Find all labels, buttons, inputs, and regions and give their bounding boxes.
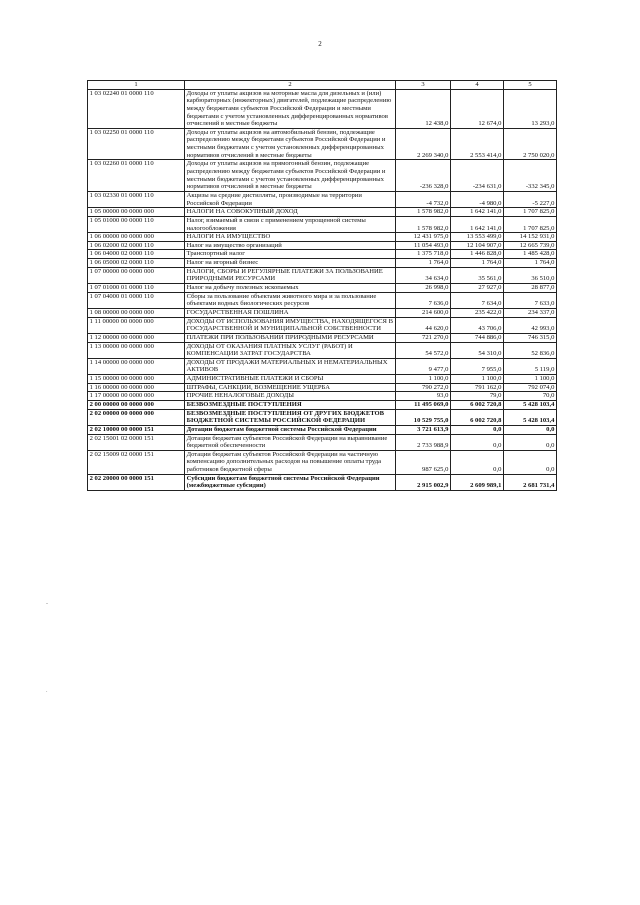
table-row — [88, 333, 557, 342]
row-value-col3: 1 578 982,0 — [396, 216, 451, 232]
row-value-col4: 1 642 141,0 — [451, 216, 504, 232]
row-value-col4: 35 561,0 — [451, 267, 504, 283]
row-value-col5: 42 993,0 — [504, 317, 557, 333]
row-code: 2 02 20000 00 0000 151 — [88, 474, 185, 490]
row-code: 1 06 02000 02 0000 110 — [88, 241, 185, 250]
table-row — [88, 434, 557, 450]
row-value-col3: 1 375 718,0 — [396, 250, 451, 259]
row-value-col4: 12 674,0 — [451, 89, 504, 128]
row-value-col3: 2 915 002,9 — [396, 474, 451, 490]
column-header: 5 — [504, 81, 557, 90]
row-value-col3: 1 764,0 — [396, 259, 451, 268]
row-name: ДОХОДЫ ОТ ПРОДАЖИ МАТЕРИАЛЬНЫХ И НЕМАТЕРИАЛЬНЫХ АКТИВОВ — [185, 358, 396, 374]
table-row — [88, 409, 557, 425]
column-header: 3 — [396, 81, 451, 90]
row-value-col4: 1 446 828,0 — [451, 250, 504, 259]
row-code: 1 13 00000 00 0000 000 — [88, 342, 185, 358]
table-row — [88, 250, 557, 259]
row-value-col3: 214 600,0 — [396, 308, 451, 317]
row-name: ШТРАФЫ, САНКЦИИ, ВОЗМЕЩЕНИЕ УЩЕРБА — [185, 383, 396, 392]
page-number: 2 — [318, 40, 322, 48]
row-value-col3: 44 620,0 — [396, 317, 451, 333]
row-value-col4: 54 310,0 — [451, 342, 504, 358]
row-value-col4: 2 609 989,1 — [451, 474, 504, 490]
row-value-col5: 1 764,0 — [504, 259, 557, 268]
row-name: ГОСУДАРСТВЕННАЯ ПОШЛИНА — [185, 308, 396, 317]
row-value-col4: 791 162,0 — [451, 383, 504, 392]
row-name: Дотации бюджетам субъектов Российской Федерации на выравнивание бюджетной обеспеченности — [185, 434, 396, 450]
table-row — [88, 383, 557, 392]
table-row — [88, 308, 557, 317]
row-value-col5: 792 074,0 — [504, 383, 557, 392]
row-code: 1 11 00000 00 0000 000 — [88, 317, 185, 333]
column-header: 1 — [88, 81, 185, 90]
table-row — [88, 89, 557, 128]
row-code: 2 02 00000 00 0000 000 — [88, 409, 185, 425]
row-value-col5: 0,0 — [504, 425, 557, 434]
table-row — [88, 400, 557, 409]
row-code: 1 14 00000 00 0000 000 — [88, 358, 185, 374]
row-name: Доходы от уплаты акцизов на моторные масла для дизельных и (или) карбюраторных (инжекторных) двигателей, подлежащие распределению между бюджетами субъектов Российской Федерации и местными бюджетами с учетом установленных дифференцированных нормативов отчислений в местные бюджеты — [185, 89, 396, 128]
row-value-col3: 1 100,0 — [396, 375, 451, 384]
row-value-col4: 744 886,0 — [451, 333, 504, 342]
table-row — [88, 358, 557, 374]
row-value-col5: 12 665 739,0 — [504, 241, 557, 250]
row-value-col5: 28 877,0 — [504, 284, 557, 293]
row-value-col5: 5 428 103,4 — [504, 400, 557, 409]
table-row — [88, 259, 557, 268]
row-value-col3: -4 732,0 — [396, 191, 451, 207]
table-row — [88, 216, 557, 232]
budget-revenue-table — [87, 80, 557, 491]
row-value-col4: -234 631,0 — [451, 160, 504, 192]
row-name: БЕЗВОЗМЕЗДНЫЕ ПОСТУПЛЕНИЯ ОТ ДРУГИХ БЮДЖЕТОВ БЮДЖЕТНОЙ СИСТЕМЫ РОССИЙСКОЙ ФЕДЕРАЦИИ — [185, 409, 396, 425]
row-value-col5: 7 633,0 — [504, 292, 557, 308]
table-row — [88, 241, 557, 250]
table-row — [88, 474, 557, 490]
row-value-col4: 7 634,0 — [451, 292, 504, 308]
row-value-col4: 235 422,0 — [451, 308, 504, 317]
row-value-col3: 11 054 493,0 — [396, 241, 451, 250]
row-code: 1 07 00000 00 0000 000 — [88, 267, 185, 283]
table-row — [88, 342, 557, 358]
row-name: НАЛОГИ НА ИМУЩЕСТВО — [185, 233, 396, 242]
table-row — [88, 425, 557, 434]
row-code: 2 00 00000 00 0000 000 — [88, 400, 185, 409]
table-row — [88, 191, 557, 207]
row-name: Дотации бюджетам субъектов Российской Федерации на частичную компенсацию дополнительных расходов на повышение оплаты труда работников бюджетной сферы — [185, 450, 396, 474]
row-value-col3: 26 998,0 — [396, 284, 451, 293]
row-code: 1 03 02240 01 0000 110 — [88, 89, 185, 128]
row-value-col3: 3 721 613,9 — [396, 425, 451, 434]
row-name: АДМИНИСТРАТИВНЫЕ ПЛАТЕЖИ И СБОРЫ — [185, 375, 396, 384]
table-row — [88, 208, 557, 217]
row-value-col3: 9 477,0 — [396, 358, 451, 374]
row-value-col3: 11 495 069,0 — [396, 400, 451, 409]
row-name: Субсидии бюджетам бюджетной системы Российской Федерации (межбюджетные субсидии) — [185, 474, 396, 490]
table-row — [88, 392, 557, 401]
row-code: 1 06 00000 00 0000 000 — [88, 233, 185, 242]
row-name: ПЛАТЕЖИ ПРИ ПОЛЬЗОВАНИИ ПРИРОДНЫМИ РЕСУРСАМИ — [185, 333, 396, 342]
row-value-col5: -332 345,0 — [504, 160, 557, 192]
table-row — [88, 267, 557, 283]
row-code: 1 08 00000 00 0000 000 — [88, 308, 185, 317]
row-value-col4: 0,0 — [451, 450, 504, 474]
table-row — [88, 450, 557, 474]
row-value-col3: 54 572,0 — [396, 342, 451, 358]
row-value-col5: 234 337,0 — [504, 308, 557, 317]
row-value-col3: 10 529 755,0 — [396, 409, 451, 425]
row-code: 1 03 02250 01 0000 110 — [88, 128, 185, 160]
margin-mark: . — [46, 688, 48, 694]
row-name: Налог, взимаемый в связи с применением упрощенной системы налогообложения — [185, 216, 396, 232]
row-name: Акцизы на средние дистилляты, производимые на территории Российской Федерации — [185, 191, 396, 207]
row-name: Дотации бюджетам бюджетной системы Российской Федерации — [185, 425, 396, 434]
row-code: 1 05 00000 00 0000 000 — [88, 208, 185, 217]
row-value-col5: 13 293,0 — [504, 89, 557, 128]
row-value-col4: 1 642 141,0 — [451, 208, 504, 217]
row-value-col5: 0,0 — [504, 434, 557, 450]
table-row — [88, 292, 557, 308]
row-value-col5: 1 100,0 — [504, 375, 557, 384]
row-name: Налог на игорный бизнес — [185, 259, 396, 268]
table-row — [88, 160, 557, 192]
row-code: 2 02 15009 02 0000 151 — [88, 450, 185, 474]
row-code: 1 05 01000 00 0000 110 — [88, 216, 185, 232]
row-value-col5: 2 750 020,0 — [504, 128, 557, 160]
row-value-col3: 790 272,0 — [396, 383, 451, 392]
row-value-col4: 1 764,0 — [451, 259, 504, 268]
row-value-col4: 12 104 907,0 — [451, 241, 504, 250]
row-name: ДОХОДЫ ОТ ОКАЗАНИЯ ПЛАТНЫХ УСЛУГ (РАБОТ) И КОМПЕНСАЦИИ ЗАТРАТ ГОСУДАРСТВА — [185, 342, 396, 358]
row-value-col5: 5 119,0 — [504, 358, 557, 374]
row-code: 1 03 02330 01 0000 110 — [88, 191, 185, 207]
row-code: 1 07 04000 01 0000 110 — [88, 292, 185, 308]
row-value-col5: 36 510,0 — [504, 267, 557, 283]
column-header: 2 — [185, 81, 396, 90]
row-value-col3: 93,0 — [396, 392, 451, 401]
row-value-col5: 1 485 428,0 — [504, 250, 557, 259]
row-value-col4: 13 553 499,0 — [451, 233, 504, 242]
row-code: 1 16 00000 00 0000 000 — [88, 383, 185, 392]
row-name: БЕЗВОЗМЕЗДНЫЕ ПОСТУПЛЕНИЯ — [185, 400, 396, 409]
row-value-col3: -236 328,0 — [396, 160, 451, 192]
margin-mark: - — [46, 601, 48, 607]
row-code: 1 03 02260 01 0000 110 — [88, 160, 185, 192]
row-name: Налог на добычу полезных ископаемых — [185, 284, 396, 293]
table-row — [88, 375, 557, 384]
row-value-col5: 0,0 — [504, 450, 557, 474]
row-code: 2 02 10000 00 0000 151 — [88, 425, 185, 434]
row-value-col4: -4 980,0 — [451, 191, 504, 207]
row-code: 1 15 00000 00 0000 000 — [88, 375, 185, 384]
row-value-col4: 79,0 — [451, 392, 504, 401]
row-value-col3: 34 634,0 — [396, 267, 451, 283]
table-row — [88, 128, 557, 160]
row-name: ДОХОДЫ ОТ ИСПОЛЬЗОВАНИЯ ИМУЩЕСТВА, НАХОДЯЩЕГОСЯ В ГОСУДАРСТВЕННОЙ И МУНИЦИПАЛЬНОЙ СОБСТВЕННОСТИ — [185, 317, 396, 333]
row-value-col5: 52 836,0 — [504, 342, 557, 358]
row-name: НАЛОГИ НА СОВОКУПНЫЙ ДОХОД — [185, 208, 396, 217]
row-code: 1 12 00000 00 0000 000 — [88, 333, 185, 342]
row-value-col3: 721 270,0 — [396, 333, 451, 342]
row-value-col4: 27 927,0 — [451, 284, 504, 293]
row-name: Сборы за пользование объектами животного мира и за пользование объектами водных биологических ресурсов — [185, 292, 396, 308]
row-value-col5: 1 707 825,0 — [504, 216, 557, 232]
row-value-col5: 14 152 931,0 — [504, 233, 557, 242]
row-name: НАЛОГИ, СБОРЫ И РЕГУЛЯРНЫЕ ПЛАТЕЖИ ЗА ПОЛЬЗОВАНИЕ ПРИРОДНЫМИ РЕСУРСАМИ — [185, 267, 396, 283]
row-value-col4: 0,0 — [451, 425, 504, 434]
row-value-col5: 746 315,0 — [504, 333, 557, 342]
row-value-col5: 5 428 103,4 — [504, 409, 557, 425]
row-name: Доходы от уплаты акцизов на прямогонный бензин, подлежащие распределению между бюджетами субъектов Российской Федерации и местными бюджетами с учетом установленных дифференцированных нормативов отчислений в местные бюджеты — [185, 160, 396, 192]
row-value-col3: 1 578 982,0 — [396, 208, 451, 217]
table-row — [88, 233, 557, 242]
row-value-col3: 12 438,0 — [396, 89, 451, 128]
row-value-col3: 987 625,0 — [396, 450, 451, 474]
row-value-col3: 2 733 988,9 — [396, 434, 451, 450]
row-name: Доходы от уплаты акцизов на автомобильный бензин, подлежащие распределению между бюджетами субъектов Российской Федерации и местными бюджетами с учетом установленных дифференцированных нормативов отчислений в местные бюджеты — [185, 128, 396, 160]
row-value-col4: 6 002 720,8 — [451, 400, 504, 409]
column-header: 4 — [451, 81, 504, 90]
table-row — [88, 317, 557, 333]
row-value-col5: 70,0 — [504, 392, 557, 401]
row-code: 2 02 15001 02 0000 151 — [88, 434, 185, 450]
row-value-col4: 1 100,0 — [451, 375, 504, 384]
row-name: Налог на имущество организаций — [185, 241, 396, 250]
row-name: Транспортный налог — [185, 250, 396, 259]
table-row — [88, 284, 557, 293]
row-value-col4: 2 553 414,0 — [451, 128, 504, 160]
row-code: 1 07 01000 01 0000 110 — [88, 284, 185, 293]
row-value-col4: 43 706,0 — [451, 317, 504, 333]
row-value-col3: 2 269 340,0 — [396, 128, 451, 160]
row-value-col4: 0,0 — [451, 434, 504, 450]
row-code: 1 17 00000 00 0000 000 — [88, 392, 185, 401]
row-value-col5: -5 227,0 — [504, 191, 557, 207]
row-value-col4: 7 955,0 — [451, 358, 504, 374]
row-code: 1 06 05000 02 0000 110 — [88, 259, 185, 268]
row-value-col5: 1 707 825,0 — [504, 208, 557, 217]
row-name: ПРОЧИЕ НЕНАЛОГОВЫЕ ДОХОДЫ — [185, 392, 396, 401]
row-value-col4: 6 002 720,8 — [451, 409, 504, 425]
row-value-col3: 12 431 975,0 — [396, 233, 451, 242]
row-value-col5: 2 681 731,4 — [504, 474, 557, 490]
row-code: 1 06 04000 02 0000 110 — [88, 250, 185, 259]
row-value-col3: 7 636,0 — [396, 292, 451, 308]
table-header-row — [88, 81, 557, 90]
